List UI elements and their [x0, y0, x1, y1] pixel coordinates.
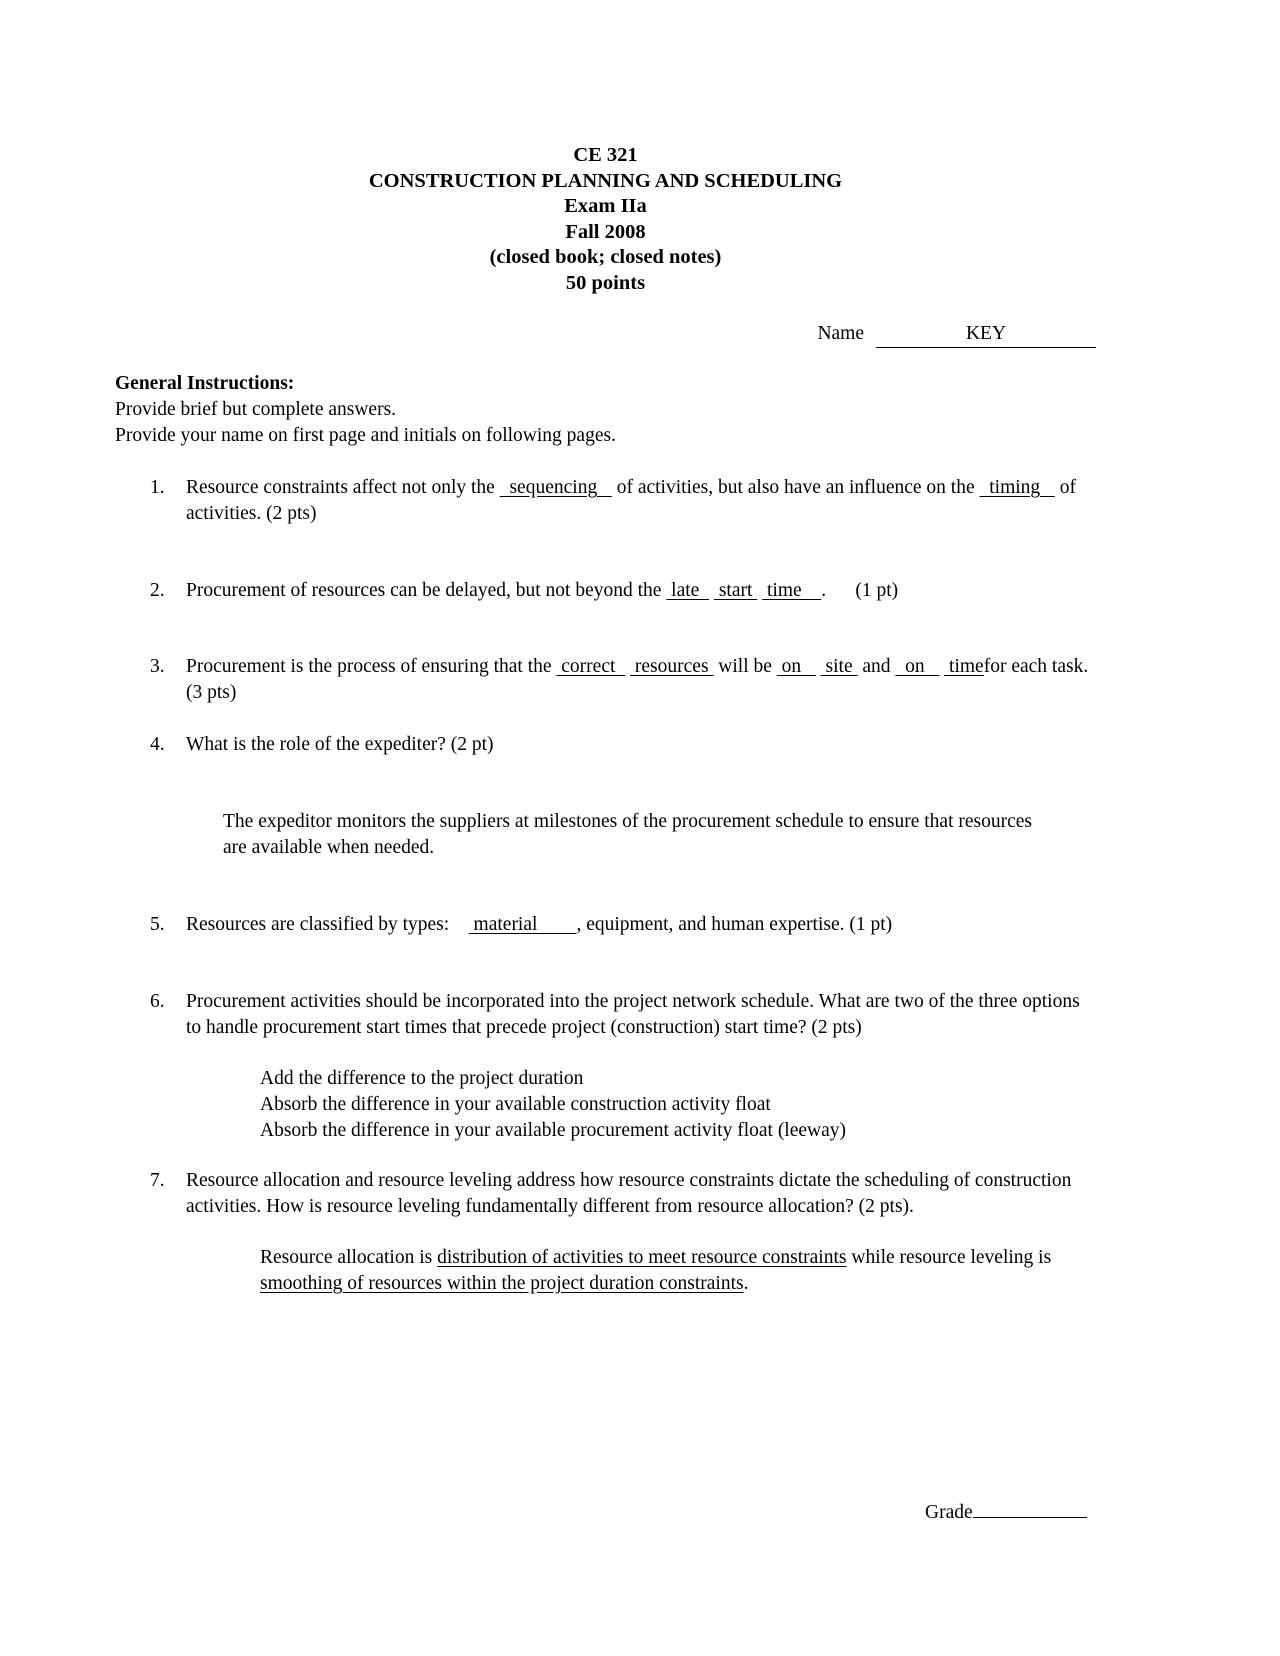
text-segment: Resources are classified by types: [186, 914, 469, 935]
answer-blank: sequencing [499, 477, 612, 498]
answer-blank: site [820, 656, 858, 677]
question-number: 1. [150, 477, 165, 498]
general-instructions [115, 371, 1096, 449]
exam-points: 50 points [565, 271, 646, 294]
answer-blank: on [776, 656, 816, 677]
question-2 [150, 578, 1096, 604]
question-4 [150, 732, 1096, 861]
question-number: 2. [150, 580, 165, 601]
exam-conditions: (closed book; closed notes) [489, 246, 722, 268]
answer-blank: start [713, 580, 758, 601]
name-row [115, 321, 1096, 348]
text-segment: Procurement activities should be incorporated into the project network schedule. What are two of the three options to handle procurement start times that precede project (construction) start time? (2 pts) [186, 991, 1080, 1038]
answer-blank: on [895, 656, 940, 677]
question-6 [150, 989, 1096, 1144]
answer-blank: timing [979, 477, 1055, 498]
underlined-answer: distribution of activities to meet resource constraints [437, 1247, 847, 1268]
name-label: Name [817, 323, 864, 344]
text-segment: and [857, 656, 896, 677]
text-segment: Resource constraints affect not only the [186, 477, 500, 498]
answer-blank: material [468, 914, 577, 935]
grade-label: Grade [925, 1502, 973, 1523]
question-text [186, 912, 1096, 938]
text-segment: . (1 pt) [821, 580, 899, 601]
question-body [186, 578, 1096, 604]
answer-text [260, 1118, 1096, 1144]
grade-row [925, 1496, 1087, 1526]
grade-blank [973, 1496, 1087, 1518]
question-body [186, 912, 1096, 938]
text-segment: The expeditor monitors the suppliers at milestones of the procurement schedule to ensure that resources are available when needed. [223, 811, 1033, 858]
question-text [186, 475, 1096, 527]
answer-blank: time [762, 580, 822, 601]
name-value: KEY [965, 323, 1007, 344]
text-segment: for each task. (3 pts) [186, 656, 1089, 703]
answer-text [223, 809, 1051, 861]
question-1 [150, 475, 1096, 527]
instructions-heading: General Instructions: [115, 373, 295, 394]
question-5 [150, 912, 1096, 938]
name-blank [876, 321, 1096, 348]
text-segment: of activities. (2 pts) [186, 477, 1076, 524]
question-body [186, 732, 1096, 861]
text-segment: . [743, 1273, 749, 1294]
text-segment: Absorb the difference in your available procurement activity float (leeway) [260, 1120, 847, 1141]
text-segment: Absorb the difference in your available construction activity float [260, 1094, 771, 1115]
answer-blank: resources [630, 656, 714, 677]
exam-content [115, 143, 1096, 1297]
answer-group [186, 1245, 1096, 1297]
text-segment: , equipment, and human expertise. (1 pt) [576, 914, 893, 935]
question-body [186, 1168, 1096, 1297]
question-number: 6. [150, 991, 165, 1012]
question-text [186, 654, 1096, 706]
question-body [186, 989, 1096, 1144]
instructions-line: Provide brief but complete answers. [115, 399, 397, 420]
text-segment: while resource leveling is [846, 1247, 1052, 1268]
text-segment: of activities, but also have an influence on the [611, 477, 980, 498]
text-segment: What is the role of the expediter? (2 pt) [186, 734, 494, 755]
answer-group [186, 809, 1096, 861]
question-body [186, 475, 1096, 527]
text-segment: Add the difference to the project duration [260, 1068, 584, 1089]
answer-text [260, 1066, 1096, 1092]
instructions-line: Provide your name on first page and initials on following pages. [115, 425, 616, 446]
answer-group [186, 1066, 1096, 1144]
question-body [186, 654, 1096, 706]
exam-name: Exam IIa [564, 195, 647, 217]
answer-text [260, 1245, 1060, 1297]
question-number: 3. [150, 656, 165, 677]
text-segment: will be [713, 656, 777, 677]
course-code: CE 321 [573, 144, 638, 166]
text-segment: Resource allocation is [260, 1247, 438, 1268]
question-number: 4. [150, 734, 165, 755]
question-text [186, 732, 1096, 758]
exam-term: Fall 2008 [565, 220, 646, 243]
question-text [186, 578, 1096, 604]
answer-blank: late [666, 580, 710, 601]
question-text [186, 989, 1096, 1041]
answer-blank: time [944, 656, 984, 677]
text-segment: Procurement is the process of ensuring that the [186, 656, 557, 677]
question-number: 5. [150, 914, 165, 935]
question-number: 7. [150, 1170, 165, 1191]
answer-blank: correct [556, 656, 626, 677]
questions-list [150, 475, 1096, 1297]
answer-text [260, 1092, 1096, 1118]
question-text [186, 1168, 1096, 1220]
question-3 [150, 654, 1096, 706]
question-7 [150, 1168, 1096, 1297]
exam-header [115, 143, 1096, 296]
exam-title: CONSTRUCTION PLANNING AND SCHEDULING [368, 169, 843, 192]
text-segment: Procurement of resources can be delayed, but not beyond the [186, 580, 667, 601]
underlined-answer: smoothing of resources within the project duration constraints [260, 1273, 744, 1294]
text-segment: Resource allocation and resource leveling address how resource constraints dictate the scheduling of construction activities. How is resource leveling fundamentally different from resource allocation? (2 pts). [186, 1170, 1072, 1217]
